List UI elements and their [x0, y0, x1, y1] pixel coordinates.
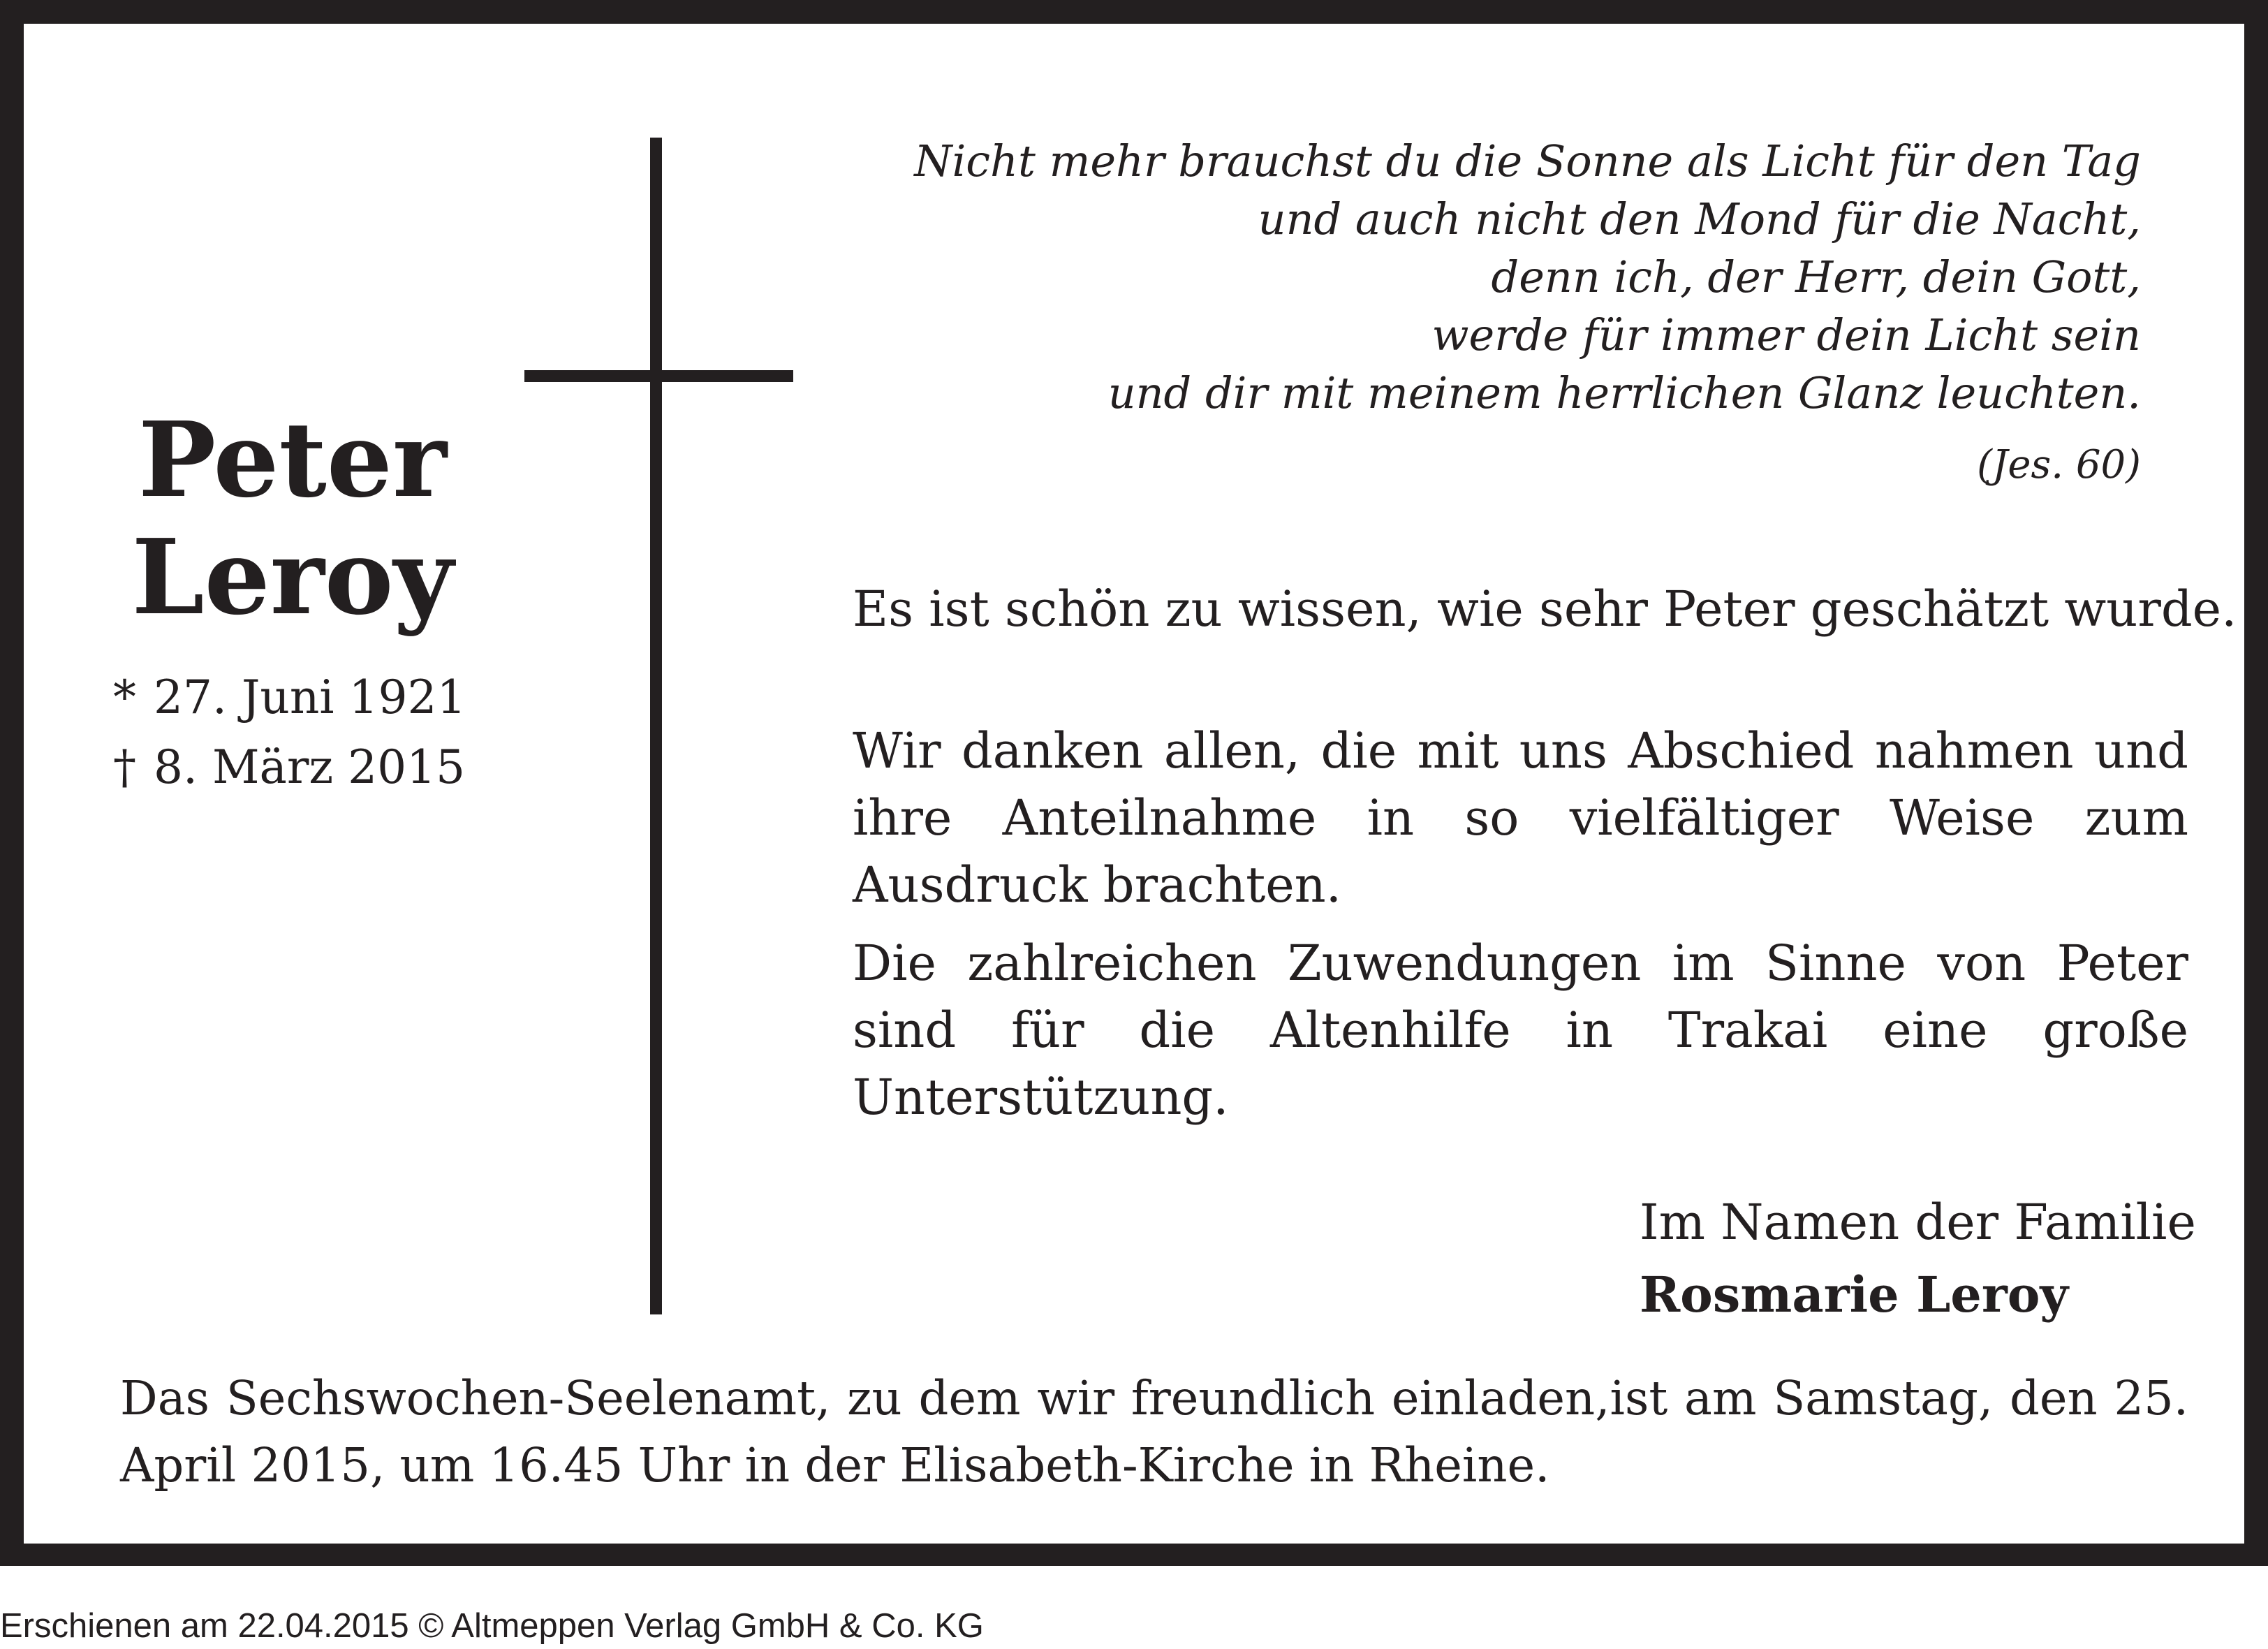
death-line — [113, 733, 466, 802]
birth-date: 27. Juni 1921 — [154, 670, 466, 724]
signature-intro: Im Namen der Familie — [1640, 1194, 2196, 1251]
bible-verse — [914, 132, 2141, 422]
death-date: 8. März 2015 — [154, 740, 466, 794]
message-paragraph-3: Die zahlreichen Zuwendungen im Sinne von Peter sind für die Altenhilfe in Trakai eine große Unterstützung. — [853, 935, 2188, 1126]
verse-line: denn ich, der Herr, dein Gott, — [1491, 251, 2141, 302]
cross-crossbar — [524, 370, 793, 382]
publication-footer: Erschienen am 22.04.2015 © Altmeppen Verlag GmbH & Co. KG — [0, 1607, 984, 1645]
verse-line: werde für immer dein Licht sein — [1431, 309, 2141, 360]
message-paragraph-1: Es ist schön zu wissen, wie sehr Peter geschätzt wurde. — [853, 580, 2237, 638]
verse-line: und auch nicht den Mond für die Nacht, — [1258, 193, 2141, 244]
service-notice: Das Sechswochen-Seelenamt, zu dem wir freundlich einladen,ist am Samstag, den 25. April 2015, um 16.45 Uhr in der Elisabeth-Kirche in Rheine. — [120, 1371, 2188, 1493]
message-paragraph-2: Wir danken allen, die mit uns Abschied nahmen und ihre Anteilnahme in so vielfältiger Weise zum Ausdruck brachten. — [853, 722, 2188, 914]
birth-line — [113, 663, 466, 733]
deceased-first-name: Peter — [138, 399, 447, 520]
verse-line: Nicht mehr brauchst du die Sonne als Licht für den Tag — [914, 135, 2141, 186]
life-dates — [113, 663, 466, 802]
deceased-last-name: Leroy — [131, 516, 454, 638]
cross-icon — [650, 138, 662, 1314]
signature-name: Rosmarie Leroy — [1640, 1266, 2069, 1324]
verse-line: und dir mit meinem herrlichen Glanz leuchten. — [1107, 367, 2141, 418]
birth-star-icon: * — [113, 670, 136, 724]
verse-reference: (Jes. 60) — [1977, 442, 2141, 488]
signature-block — [1640, 1187, 2196, 1331]
death-dagger-icon: † — [113, 740, 136, 794]
